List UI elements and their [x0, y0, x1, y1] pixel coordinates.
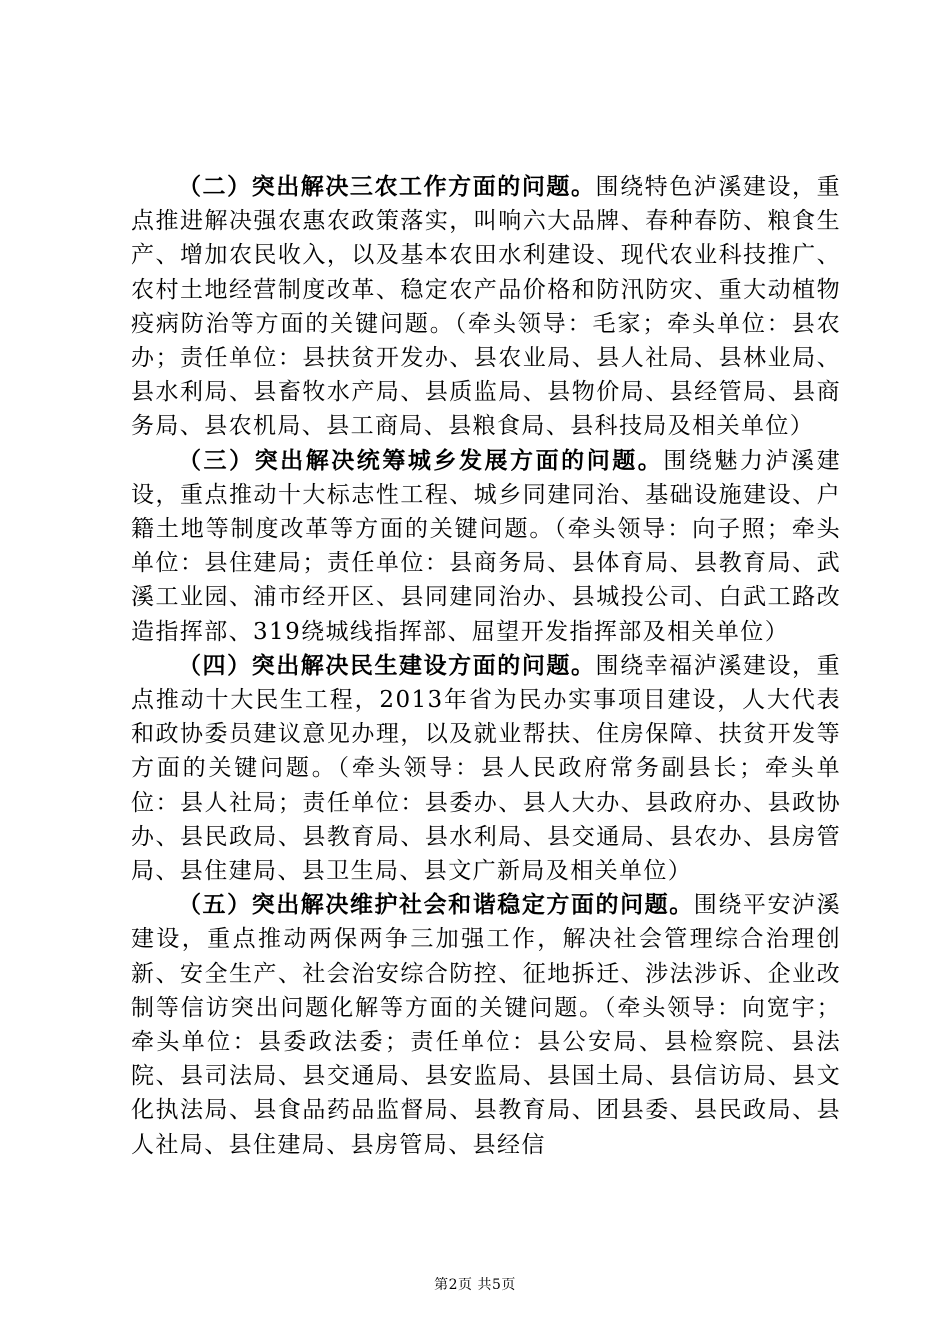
paragraph-sannong [131, 170, 841, 444]
paragraph-text: 围绕魅力泸溪建设，重点推动十大标志性工程、城乡同建同治、基础设施建设、户籍土地等制度改革等方面的关键问题。（牵头领导：向子照；牵头单位：县住建局；责任单位：县商务局、县体育局、县教育局、武溪工业园、浦市经开区、县同建同治办、县城投公司、白武工路改造指挥部、319绕城线指挥部、屈望开发指挥部及相关单位） [131, 447, 841, 645]
paragraph-text: 围绕特色泸溪建设，重点推进解决强农惠农政策落实，叫响六大品牌、春种春防、粮食生产、增加农民收入，以及基本农田水利建设、现代农业科技推广、农村土地经营制度改革、稳定农产品价格和防汛防灾、重大动植物疫病防治等方面的关键问题。（牵头领导：毛家；牵头单位：县农办；责任单位：县扶贫开发办、县农业局、县人社局、县林业局、县水利局、县畜牧水产局、县质监局、县物价局、县经管局、县商务局、县农机局、县工商局、县粮食局、县科技局及相关单位） [131, 174, 841, 440]
paragraph-urban-rural [131, 444, 841, 649]
paragraph-livelihood [131, 649, 841, 888]
document-body [131, 170, 841, 1162]
page-number-footer: 第2页 共5页 [434, 1277, 516, 1293]
paragraph-heading: （三）突出解决统筹城乡发展方面的问题。 [178, 446, 664, 474]
paragraph-text: 围绕幸福泸溪建设，重点推动十大民生工程，2013年省为民办实事项目建设，人大代表和政协委员建议意见办理，以及就业帮扶、住房保障、扶贫开发等方面的关键问题。（牵头领导：县人民政府常务副县长；牵头单位：县人社局；责任单位：县委办、县人大办、县政府办、县政协办、县民政局、县教育局、县水利局、县交通局、县农办、县房管局、县住建局、县卫生局、县文广新局及相关单位） [131, 652, 841, 885]
paragraph-social-stability [131, 888, 841, 1162]
paragraph-heading: （五）突出解决维护社会和谐稳定方面的问题。 [178, 891, 694, 919]
paragraph-heading: （二）突出解决三农工作方面的问题。 [178, 173, 596, 200]
paragraph-text: 围绕平安泸溪建设，重点推动两保两争三加强工作，解决社会管理综合治理创新、安全生产、社会治安综合防控、征地拆迁、涉法涉诉、企业改制等信访突出问题化解等方面的关键问题。（牵头领导：向宽宇；牵头单位：县委政法委；责任单位：县公安局、县检察院、县法院、县司法局、县交通局、县安监局、县国土局、县信访局、县文化执法局、县食品药品监督局、县教育局、团县委、县民政局、县人社局、县住建局、县房管局、县经信 [131, 892, 842, 1158]
paragraph-heading: （四）突出解决民生建设方面的问题。 [178, 651, 596, 679]
